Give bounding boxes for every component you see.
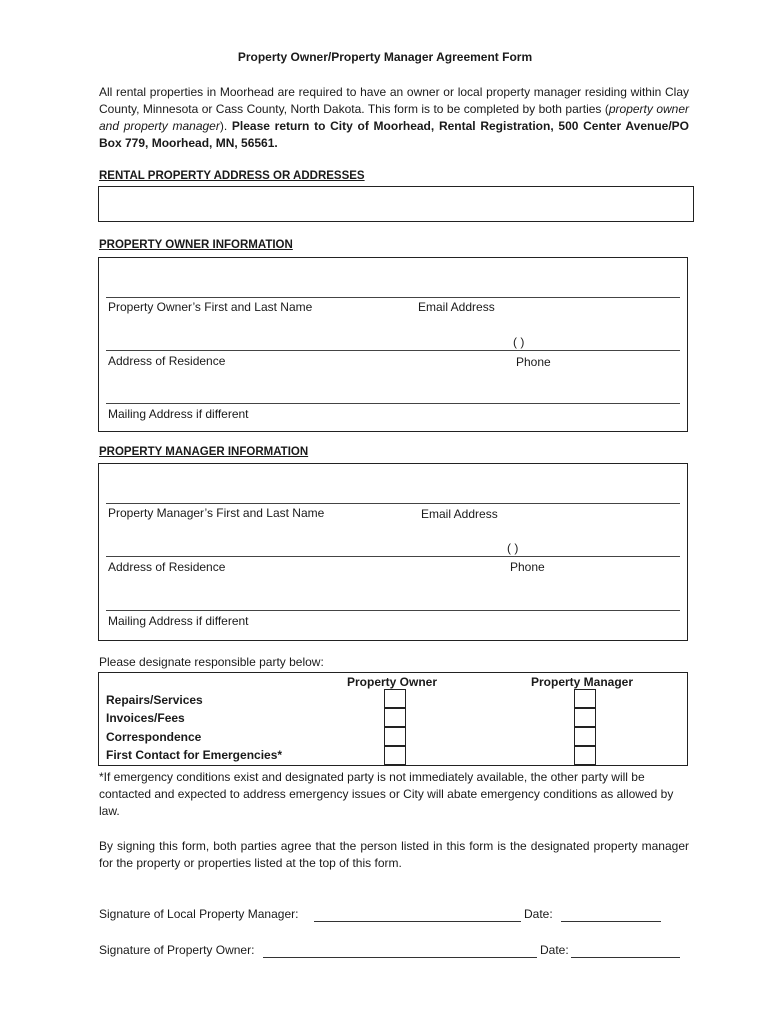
owner-date-label: Date: bbox=[540, 943, 569, 957]
rental-address-heading: RENTAL PROPERTY ADDRESS OR ADDRESSES bbox=[99, 170, 365, 182]
intro-parties: property owner and property manager bbox=[99, 102, 689, 133]
designation-prompt: Please designate responsible party below: bbox=[99, 655, 324, 669]
emergency-footnote: *If emergency conditions exist and designated party is not immediately available, the other party will be contacted and expected to address emergency issues or City will abate emergency conditions as allowed by law. bbox=[99, 770, 674, 818]
manager-address-line[interactable] bbox=[106, 556, 680, 557]
owner-address-line[interactable] bbox=[106, 350, 680, 351]
owner-phone-label: Phone bbox=[516, 355, 551, 369]
checkbox-owner-emergencies[interactable] bbox=[384, 746, 406, 765]
row-label-correspondence: Correspondence bbox=[106, 730, 202, 744]
column-header-manager: Property Manager bbox=[531, 675, 634, 689]
manager-phone-label: Phone bbox=[510, 560, 545, 574]
owner-info-box bbox=[98, 257, 688, 432]
return-instructions: Please return to City of Moorhead, Rental Registration, 500 Center Avenue/PO Box 779, Moorhead, MN, 56561. bbox=[99, 119, 690, 150]
intro-paragraph bbox=[99, 84, 689, 152]
row-label-invoices: Invoices/Fees bbox=[106, 711, 185, 725]
owner-mailing-label: Mailing Address if different bbox=[108, 407, 249, 421]
owner-mailing-line[interactable] bbox=[106, 403, 680, 404]
agreement-text: By signing this form, both parties agree that the person listed in this form is the designated property manager for the property or properties listed at the top of this form. bbox=[99, 839, 689, 870]
row-label-emergencies: First Contact for Emergencies* bbox=[106, 748, 283, 762]
manager-date-label: Date: bbox=[524, 907, 553, 921]
manager-name-line[interactable] bbox=[106, 503, 680, 504]
intro-text-2: ). bbox=[219, 119, 232, 133]
checkbox-manager-invoices[interactable] bbox=[574, 708, 596, 727]
owner-info-heading: PROPERTY OWNER INFORMATION bbox=[99, 239, 293, 251]
manager-signature-label: Signature of Local Property Manager: bbox=[99, 907, 299, 921]
owner-signature-label: Signature of Property Owner: bbox=[99, 943, 255, 957]
checkbox-owner-invoices[interactable] bbox=[384, 708, 406, 727]
owner-date-line[interactable] bbox=[571, 957, 680, 958]
manager-phone-area-code: ( ) bbox=[507, 541, 519, 555]
checkbox-manager-emergencies[interactable] bbox=[574, 746, 596, 765]
owner-name-label: Property Owner’s First and Last Name bbox=[108, 300, 313, 314]
owner-email-label: Email Address bbox=[418, 300, 495, 314]
checkbox-manager-correspondence[interactable] bbox=[574, 727, 596, 746]
owner-signature-line[interactable] bbox=[263, 957, 537, 958]
manager-name-label: Property Manager’s First and Last Name bbox=[108, 506, 325, 520]
checkbox-owner-correspondence[interactable] bbox=[384, 727, 406, 746]
checkbox-owner-repairs[interactable] bbox=[384, 689, 406, 708]
owner-name-line[interactable] bbox=[106, 297, 680, 298]
owner-address-label: Address of Residence bbox=[108, 354, 226, 368]
manager-date-line[interactable] bbox=[561, 921, 661, 922]
manager-address-label: Address of Residence bbox=[108, 560, 226, 574]
manager-mailing-line[interactable] bbox=[106, 610, 680, 611]
manager-info-heading: PROPERTY MANAGER INFORMATION bbox=[99, 446, 309, 458]
rental-address-field[interactable] bbox=[98, 186, 694, 222]
checkbox-manager-repairs[interactable] bbox=[574, 689, 596, 708]
row-label-repairs: Repairs/Services bbox=[106, 693, 203, 707]
form-title: Property Owner/Property Manager Agreement Form bbox=[237, 50, 533, 64]
owner-phone-area-code: ( ) bbox=[513, 335, 525, 349]
intro-text-1: All rental properties in Moorhead are required to have an owner or local property manager residing within Clay County, Minnesota or Cass County, North Dakota. This form is to be completed by both parties ( bbox=[99, 85, 689, 116]
column-header-owner: Property Owner bbox=[347, 675, 438, 689]
manager-signature-line[interactable] bbox=[314, 921, 521, 922]
manager-mailing-label: Mailing Address if different bbox=[108, 614, 249, 628]
manager-email-label: Email Address bbox=[421, 507, 498, 521]
